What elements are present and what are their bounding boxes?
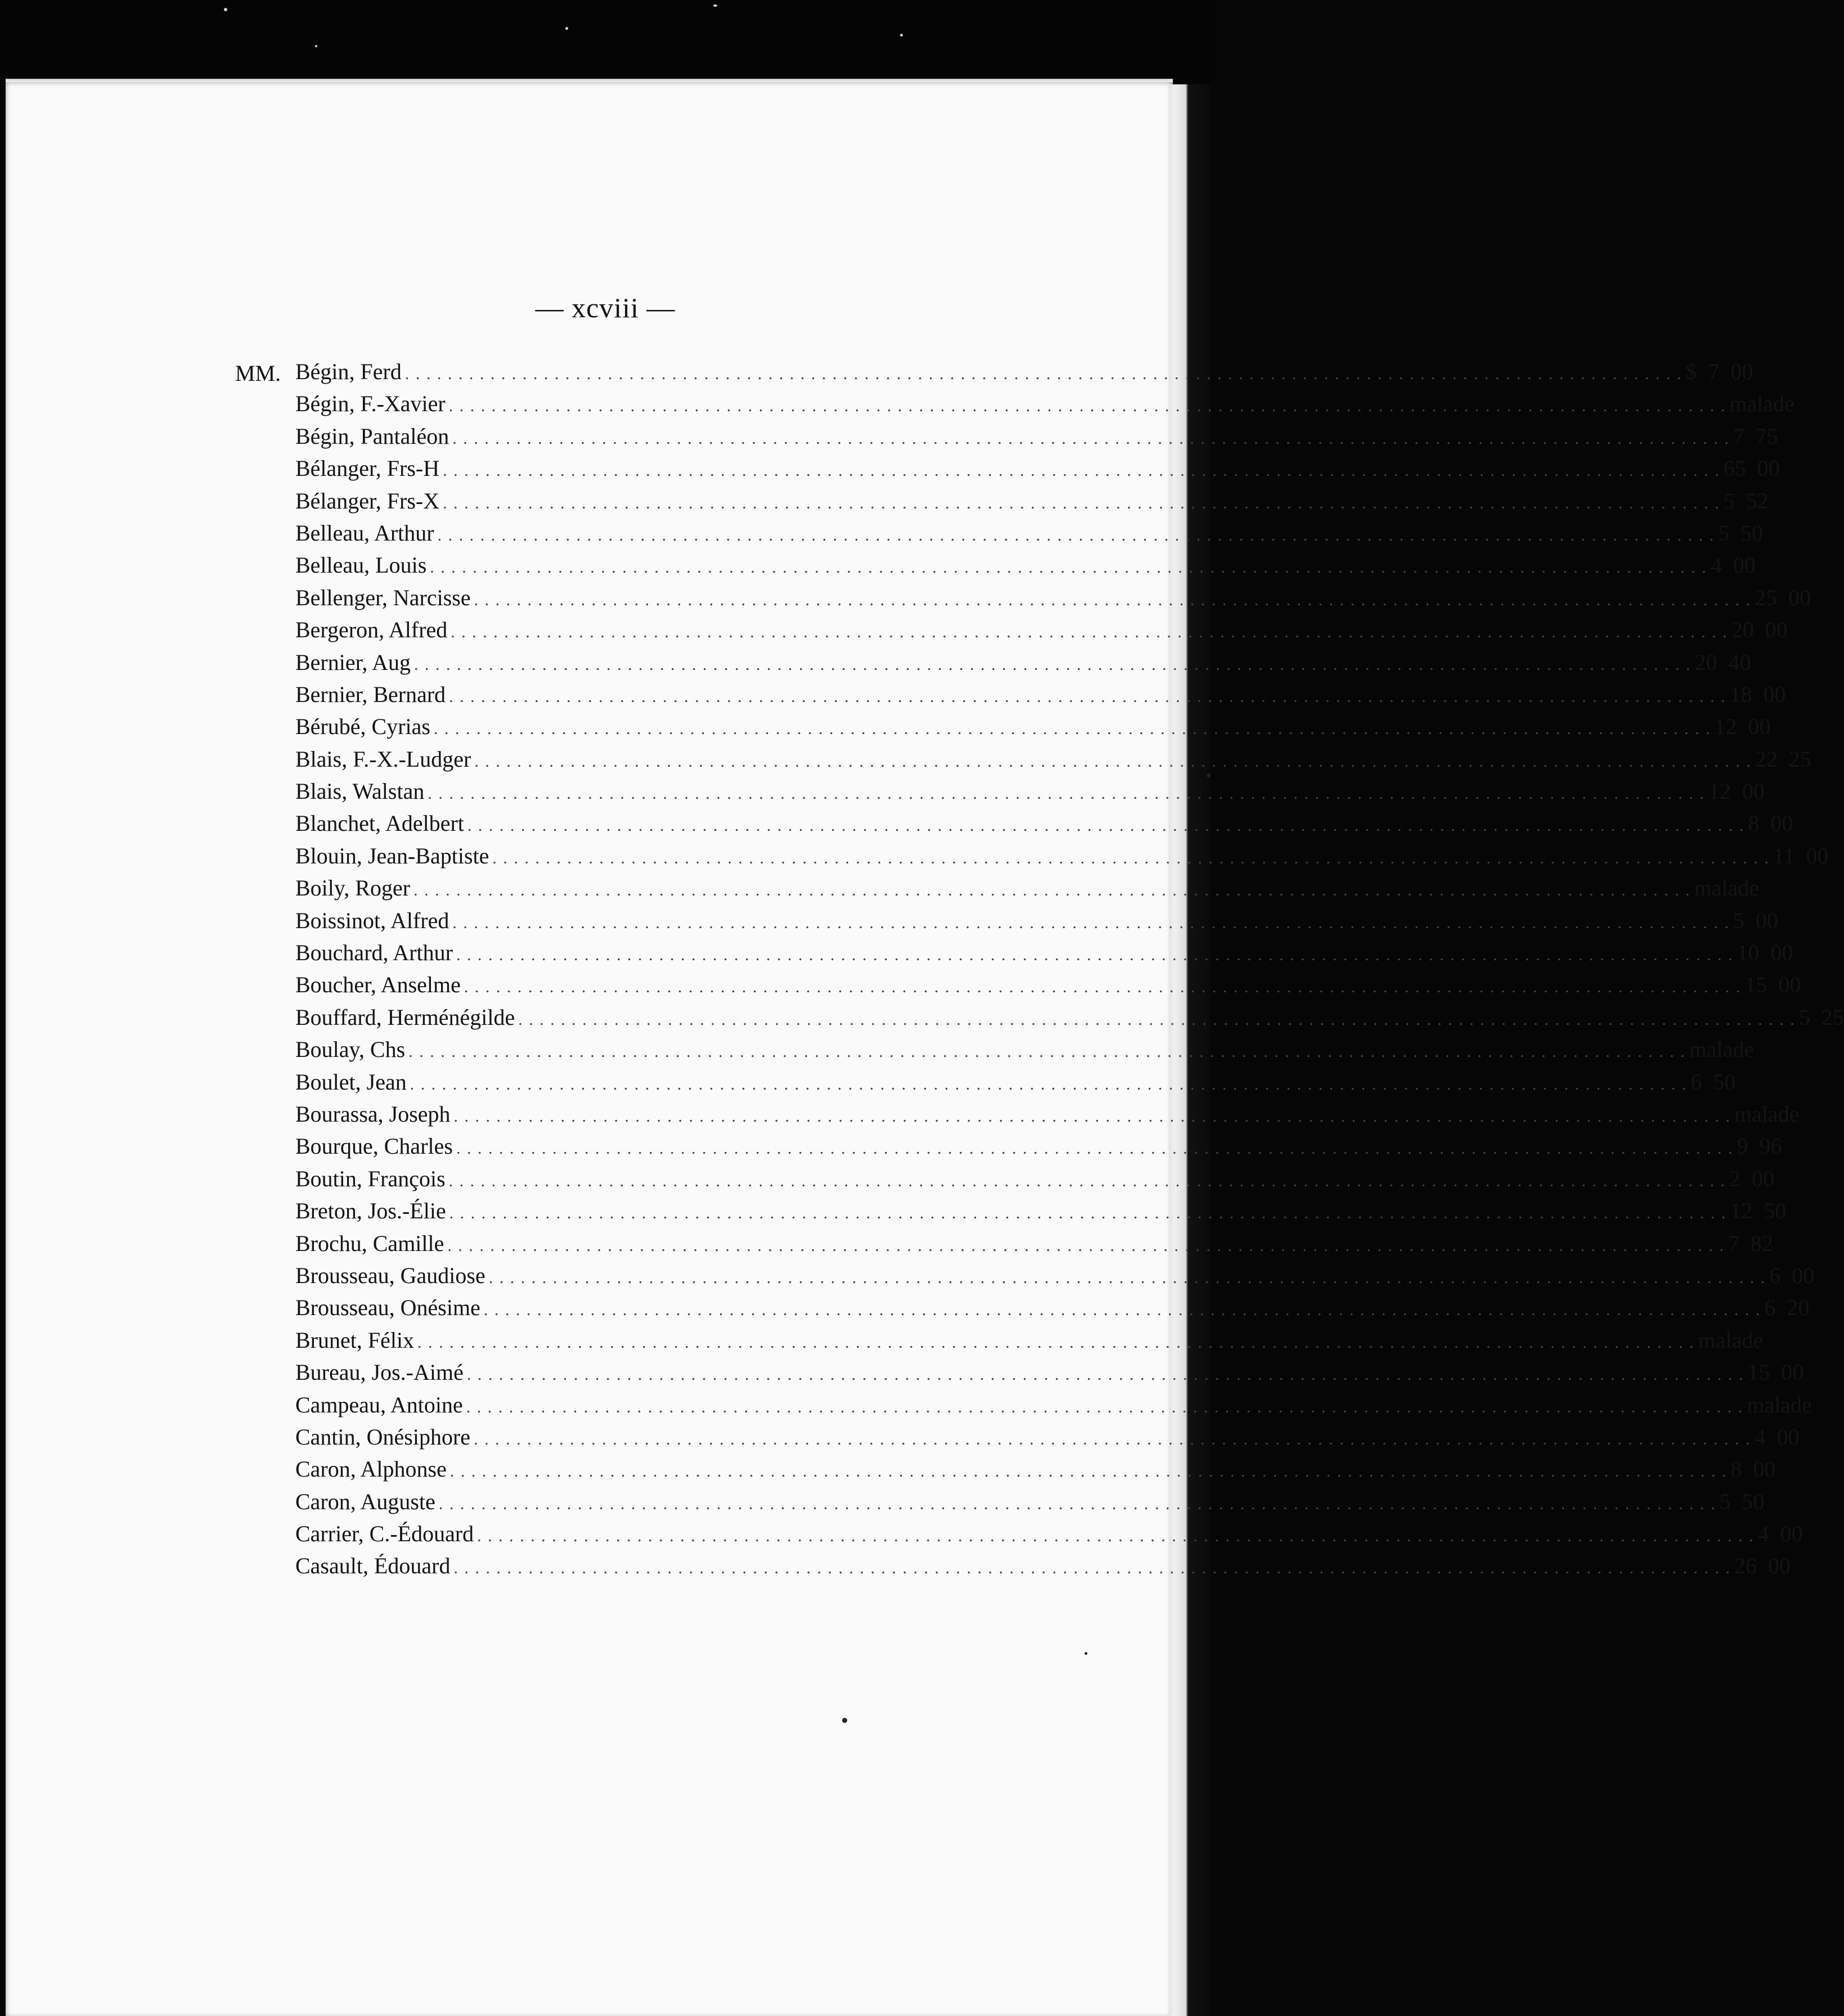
entry-amount: 6 50 <box>1690 1069 1736 1095</box>
entry-name: Bérubé, Cyrias <box>295 714 430 740</box>
entry-amount: 4 00 <box>1757 1521 1803 1547</box>
dot-leader: . . . . . . . . . . . . . . . . . . . . . . . . . . . . . . . . . . . . . . . . . . . . . . . . . . . . . . . . . . . . . . . . . . . . . . . . . . . . . . . . . . . . . . . . . . . . . . . . . . . . . . . . . . . . . . . . . . . . . . . . <box>417 1333 1695 1352</box>
page-top-edge <box>6 79 1173 82</box>
entry-amount: 20 00 <box>1731 617 1788 643</box>
dot-leader: . . . . . . . . . . . . . . . . . . . . . . . . . . . . . . . . . . . . . . . . . . . . . . . . . . . . . . . . . . . . . . . . . . . . . . . . . . . . . . . . . . . . . . . . . . . . . . . . . . . . . . . . . . . . . . . . . . . . . . . . <box>453 1106 1731 1126</box>
entry-name: Blais, F.-X.-Ludger <box>295 746 471 772</box>
list-row <box>295 1356 1804 1388</box>
dot-leader: . . . . . . . . . . . . . . . . . . . . . . . . . . . . . . . . . . . . . . . . . . . . . . . . . . . . . . . . . . . . . . . . . . . . . . . . . . . . . . . . . . . . . . . . . . . . . . . . . . . . . . . . . . . . . . . . . . . . . . . . <box>451 623 1728 642</box>
entry-amount: 2 00 <box>1729 1166 1775 1191</box>
dot-leader: . . . . . . . . . . . . . . . . . . . . . . . . . . . . . . . . . . . . . . . . . . . . . . . . . . . . . . . . . . . . . . . . . . . . . . . . . . . . . . . . . . . . . . . . . . . . . . . . . . . . . . . . . . . . . . . . . . . . . . . . <box>448 397 1726 416</box>
entry-amount: 9 96 <box>1737 1133 1782 1159</box>
entry-amount: 5 52 <box>1723 488 1769 514</box>
list-row <box>295 1421 1800 1453</box>
page-speck <box>1207 773 1211 777</box>
entry-amount: 5 50 <box>1719 1488 1765 1514</box>
scan-speck <box>224 8 227 11</box>
entry-name: Bernier, Bernard <box>295 681 446 707</box>
list-row <box>295 614 1788 646</box>
dot-leader: . . . . . . . . . . . . . . . . . . . . . . . . . . . . . . . . . . . . . . . . . . . . . . . . . . . . . . . . . . . . . . . . . . . . . . . . . . . . . . . . . . . . . . . . . . . . . . . . . . . . . . . . . . . . . . . . . . . . . . . . <box>474 1429 1751 1448</box>
list-row <box>295 356 1753 388</box>
list-row <box>295 743 1811 775</box>
list-row <box>295 1195 1787 1227</box>
entry-name: Bouffard, Herménégilde <box>295 1004 515 1030</box>
dot-leader: . . . . . . . . . . . . . . . . . . . . . . . . . . . . . . . . . . . . . . . . . . . . . . . . . . . . . . . . . . . . . . . . . . . . . . . . . . . . . . . . . . . . . . . . . . . . . . . . . . . . . . . . . . . . . . . . . . . . . . . . <box>466 1397 1744 1416</box>
entry-name: Bourassa, Joseph <box>295 1101 451 1127</box>
entry-name: Belleau, Louis <box>295 552 427 578</box>
entry-name: Bourque, Charles <box>295 1133 453 1159</box>
list-row <box>295 969 1801 1001</box>
list-row <box>295 582 1811 614</box>
dot-leader: . . . . . . . . . . . . . . . . . . . . . . . . . . . . . . . . . . . . . . . . . . . . . . . . . . . . . . . . . . . . . . . . . . . . . . . . . . . . . . . . . . . . . . . . . . . . . . . . . . . . . . . . . . . . . . . . . . . . . . . . <box>428 784 1705 803</box>
list-row <box>295 420 1778 452</box>
entry-name: Blouin, Jean-Baptiste <box>295 843 489 868</box>
list-row <box>295 1518 1803 1550</box>
entry-name: Blais, Walstan <box>295 778 425 804</box>
entry-name: Bellenger, Narcisse <box>295 584 471 610</box>
dot-leader: . . . . . . . . . . . . . . . . . . . . . . . . . . . . . . . . . . . . . . . . . . . . . . . . . . . . . . . . . . . . . . . . . . . . . . . . . . . . . . . . . . . . . . . . . . . . . . . . . . . . . . . . . . . . . . . . . . . . . . . . <box>477 1527 1755 1546</box>
entry-amount: 8 00 <box>1730 1456 1776 1482</box>
subscription-list <box>295 356 1844 1582</box>
dot-leader: . . . . . . . . . . . . . . . . . . . . . . . . . . . . . . . . . . . . . . . . . . . . . . . . . . . . . . . . . . . . . . . . . . . . . . . . . . . . . . . . . . . . . . . . . . . . . . . . . . . . . . . . . . . . . . . . . . . . . . . . <box>474 590 1752 609</box>
entry-name: Bergeron, Alfred <box>295 617 448 643</box>
entry-name: Bégin, Ferd <box>295 359 402 384</box>
dot-leader: . . . . . . . . . . . . . . . . . . . . . . . . . . . . . . . . . . . . . . . . . . . . . . . . . . . . . . . . . . . . . . . . . . . . . . . . . . . . . . . . . . . . . . . . . . . . . . . . . . . . . . . . . . . . . . . . . . . . . . . . <box>437 525 1715 544</box>
dot-leader: . . . . . . . . . . . . . . . . . . . . . . . . . . . . . . . . . . . . . . . . . . . . . . . . . . . . . . . . . . . . . . . . . . . . . . . . . . . . . . . . . . . . . . . . . . . . . . . . . . . . . . . . . . . . . . . . . . . . . . . . <box>449 1462 1728 1481</box>
entry-amount: $ 7 00 <box>1685 359 1753 384</box>
entry-name: Boulet, Jean <box>295 1069 407 1095</box>
page-number: — xcviii — <box>535 292 676 323</box>
entry-name: Blanchet, Adelbert <box>295 811 464 836</box>
entry-amount: 7 75 <box>1733 423 1778 449</box>
page-speck <box>842 1718 847 1723</box>
scan-speck <box>713 4 717 7</box>
dot-leader: . . . . . . . . . . . . . . . . . . . . . . . . . . . . . . . . . . . . . . . . . . . . . . . . . . . . . . . . . . . . . . . . . . . . . . . . . . . . . . . . . . . . . . . . . . . . . . . . . . . . . . . . . . . . . . . . . . . . . . . . <box>410 1074 1688 1094</box>
list-row <box>295 452 1780 484</box>
entry-amount: malade <box>1694 875 1760 901</box>
entry-name: Bélanger, Frs-H <box>295 456 440 482</box>
list-row <box>295 549 1756 581</box>
entry-amount: malade <box>1698 1327 1764 1353</box>
dot-leader: . . . . . . . . . . . . . . . . . . . . . . . . . . . . . . . . . . . . . . . . . . . . . . . . . . . . . . . . . . . . . . . . . . . . . . . . . . . . . . . . . . . . . . . . . . . . . . . . . . . . . . . . . . . . . . . . . . . . . . . . <box>453 1559 1731 1578</box>
dot-leader: . . . . . . . . . . . . . . . . . . . . . . . . . . . . . . . . . . . . . . . . . . . . . . . . . . . . . . . . . . . . . . . . . . . . . . . . . . . . . . . . . . . . . . . . . . . . . . . . . . . . . . . . . . . . . . . . . . . . . . . . <box>447 1236 1725 1255</box>
entry-amount: malade <box>1734 1101 1800 1127</box>
dot-leader: . . . . . . . . . . . . . . . . . . . . . . . . . . . . . . . . . . . . . . . . . . . . . . . . . . . . . . . . . . . . . . . . . . . . . . . . . . . . . . . . . . . . . . . . . . . . . . . . . . . . . . . . . . . . . . . . . . . . . . . . <box>443 493 1720 512</box>
entry-name: Bernier, Aug <box>295 649 411 675</box>
entry-name: Boutin, François <box>295 1166 446 1191</box>
dot-leader: . . . . . . . . . . . . . . . . . . . . . . . . . . . . . . . . . . . . . . . . . . . . . . . . . . . . . . . . . . . . . . . . . . . . . . . . . . . . . . . . . . . . . . . . . . . . . . . . . . . . . . . . . . . . . . . . . . . . . . . . <box>452 429 1730 448</box>
list-row <box>295 872 1760 904</box>
list-row <box>295 1066 1736 1098</box>
dot-leader: . . . . . . . . . . . . . . . . . . . . . . . . . . . . . . . . . . . . . . . . . . . . . . . . . . . . . . . . . . . . . . . . . . . . . . . . . . . . . . . . . . . . . . . . . . . . . . . . . . . . . . . . . . . . . . . . . . . . . . . . <box>456 1139 1734 1158</box>
entry-amount: 5 25 <box>1798 1004 1844 1030</box>
entry-name: Brousseau, Gaudiose <box>295 1262 485 1288</box>
scan-speck <box>565 27 568 30</box>
dot-leader: . . . . . . . . . . . . . . . . . . . . . . . . . . . . . . . . . . . . . . . . . . . . . . . . . . . . . . . . . . . . . . . . . . . . . . . . . . . . . . . . . . . . . . . . . . . . . . . . . . . . . . . . . . . . . . . . . . . . . . . . <box>483 1300 1761 1320</box>
entry-name: Boulay, Chs <box>295 1037 406 1063</box>
entry-name: Caron, Alphonse <box>295 1456 447 1482</box>
entry-amount: 22 25 <box>1755 746 1811 772</box>
entry-amount: 7 82 <box>1728 1230 1773 1256</box>
entry-name: Brousseau, Onésime <box>295 1295 480 1321</box>
entry-amount: malade <box>1729 391 1794 417</box>
entry-name: Boucher, Anselme <box>295 972 461 998</box>
list-row <box>295 1389 1812 1421</box>
entry-name: Brunet, Félix <box>295 1327 415 1353</box>
list-row <box>295 1550 1791 1582</box>
list-row <box>295 678 1786 710</box>
entry-name: Caron, Auguste <box>295 1488 435 1514</box>
dot-leader: . . . . . . . . . . . . . . . . . . . . . . . . . . . . . . . . . . . . . . . . . . . . . . . . . . . . . . . . . . . . . . . . . . . . . . . . . . . . . . . . . . . . . . . . . . . . . . . . . . . . . . . . . . . . . . . . . . . . . . . . <box>404 364 1683 383</box>
dot-leader: . . . . . . . . . . . . . . . . . . . . . . . . . . . . . . . . . . . . . . . . . . . . . . . . . . . . . . . . . . . . . . . . . . . . . . . . . . . . . . . . . . . . . . . . . . . . . . . . . . . . . . . . . . . . . . . . . . . . . . . . <box>438 1494 1716 1513</box>
entry-name: Bouchard, Arthur <box>295 940 453 966</box>
entry-amount: 10 00 <box>1737 940 1793 966</box>
dot-leader: . . . . . . . . . . . . . . . . . . . . . . . . . . . . . . . . . . . . . . . . . . . . . . . . . . . . . . . . . . . . . . . . . . . . . . . . . . . . . . . . . . . . . . . . . . . . . . . . . . . . . . . . . . . . . . . . . . . . . . . . <box>448 1171 1726 1190</box>
entry-amount: 4 00 <box>1710 552 1756 578</box>
dot-leader: . . . . . . . . . . . . . . . . . . . . . . . . . . . . . . . . . . . . . . . . . . . . . . . . . . . . . . . . . . . . . . . . . . . . . . . . . . . . . . . . . . . . . . . . . . . . . . . . . . . . . . . . . . . . . . . . . . . . . . . . <box>474 752 1752 771</box>
dot-leader: . . . . . . . . . . . . . . . . . . . . . . . . . . . . . . . . . . . . . . . . . . . . . . . . . . . . . . . . . . . . . . . . . . . . . . . . . . . . . . . . . . . . . . . . . . . . . . . . . . . . . . . . . . . . . . . . . . . . . . . . <box>466 1365 1744 1384</box>
list-row <box>295 1130 1782 1162</box>
entry-amount: 15 00 <box>1744 972 1801 998</box>
entry-amount: 18 00 <box>1729 681 1786 707</box>
list-row <box>295 1098 1800 1130</box>
dot-leader: . . . . . . . . . . . . . . . . . . . . . . . . . . . . . . . . . . . . . . . . . . . . . . . . . . . . . . . . . . . . . . . . . . . . . . . . . . . . . . . . . . . . . . . . . . . . . . . . . . . . . . . . . . . . . . . . . . . . . . . . <box>433 719 1711 739</box>
entry-name: Belleau, Arthur <box>295 520 434 546</box>
entry-amount: 65 00 <box>1723 456 1780 482</box>
list-prefix: MM. <box>235 361 281 386</box>
list-row <box>295 1001 1844 1033</box>
entry-name: Bélanger, Frs-X <box>295 488 440 514</box>
dot-leader: . . . . . . . . . . . . . . . . . . . . . . . . . . . . . . . . . . . . . . . . . . . . . . . . . . . . . . . . . . . . . . . . . . . . . . . . . . . . . . . . . . . . . . . . . . . . . . . . . . . . . . . . . . . . . . . . . . . . . . . . <box>464 978 1742 997</box>
entry-amount: 25 00 <box>1755 584 1811 610</box>
dot-leader: . . . . . . . . . . . . . . . . . . . . . . . . . . . . . . . . . . . . . . . . . . . . . . . . . . . . . . . . . . . . . . . . . . . . . . . . . . . . . . . . . . . . . . . . . . . . . . . . . . . . . . . . . . . . . . . . . . . . . . . . <box>414 655 1692 674</box>
entry-amount: 6 00 <box>1769 1262 1815 1288</box>
list-row <box>295 1163 1775 1195</box>
entry-amount: 20 40 <box>1694 649 1751 675</box>
dot-leader: . . . . . . . . . . . . . . . . . . . . . . . . . . . . . . . . . . . . . . . . . . . . . . . . . . . . . . . . . . . . . . . . . . . . . . . . . . . . . . . . . . . . . . . . . . . . . . . . . . . . . . . . . . . . . . . . . . . . . . . . <box>456 946 1734 965</box>
list-row <box>295 1486 1765 1518</box>
entry-name: Breton, Jos.-Élie <box>295 1198 446 1224</box>
entry-amount: malade <box>1689 1037 1755 1063</box>
dot-leader: . . . . . . . . . . . . . . . . . . . . . . . . . . . . . . . . . . . . . . . . . . . . . . . . . . . . . . . . . . . . . . . . . . . . . . . . . . . . . . . . . . . . . . . . . . . . . . . . . . . . . . . . . . . . . . . . . . . . . . . . <box>408 1042 1686 1061</box>
dot-leader: . . . . . . . . . . . . . . . . . . . . . . . . . . . . . . . . . . . . . . . . . . . . . . . . . . . . . . . . . . . . . . . . . . . . . . . . . . . . . . . . . . . . . . . . . . . . . . . . . . . . . . . . . . . . . . . . . . . . . . . . <box>449 687 1726 706</box>
entry-amount: 15 00 <box>1747 1360 1804 1385</box>
list-row <box>295 646 1751 678</box>
list-row <box>295 485 1769 517</box>
list-row <box>295 775 1765 807</box>
list-row <box>295 1324 1764 1356</box>
entry-amount: malade <box>1747 1392 1812 1418</box>
dot-leader: . . . . . . . . . . . . . . . . . . . . . . . . . . . . . . . . . . . . . . . . . . . . . . . . . . . . . . . . . . . . . . . . . . . . . . . . . . . . . . . . . . . . . . . . . . . . . . . . . . . . . . . . . . . . . . . . . . . . . . . . <box>452 913 1730 932</box>
list-row <box>295 840 1829 872</box>
entry-amount: 26 00 <box>1734 1553 1791 1579</box>
list-row <box>295 1227 1773 1259</box>
dot-leader: . . . . . . . . . . . . . . . . . . . . . . . . . . . . . . . . . . . . . . . . . . . . . . . . . . . . . . . . . . . . . . . . . . . . . . . . . . . . . . . . . . . . . . . . . . . . . . . . . . . . . . . . . . . . . . . . . . . . . . . . <box>443 461 1720 480</box>
entry-name: Casault, Édouard <box>295 1553 451 1579</box>
entry-amount: 12 00 <box>1708 778 1765 804</box>
list-row <box>295 1259 1815 1292</box>
dot-leader: . . . . . . . . . . . . . . . . . . . . . . . . . . . . . . . . . . . . . . . . . . . . . . . . . . . . . . . . . . . . . . . . . . . . . . . . . . . . . . . . . . . . . . . . . . . . . . . . . . . . . . . . . . . . . . . . . . . . . . . . <box>467 816 1745 835</box>
entry-name: Carrier, C.-Édouard <box>295 1521 474 1547</box>
list-row <box>295 904 1778 937</box>
entry-amount: 12 50 <box>1730 1198 1787 1224</box>
entry-amount: 12 00 <box>1714 714 1771 740</box>
list-row <box>295 807 1793 839</box>
entry-name: Boissinot, Alfred <box>295 907 449 933</box>
dot-leader: . . . . . . . . . . . . . . . . . . . . . . . . . . . . . . . . . . . . . . . . . . . . . . . . . . . . . . . . . . . . . . . . . . . . . . . . . . . . . . . . . . . . . . . . . . . . . . . . . . . . . . . . . . . . . . . . . . . . . . . . <box>488 1268 1766 1287</box>
scan-speck <box>900 34 903 37</box>
scan-speck <box>315 45 317 47</box>
dot-leader: . . . . . . . . . . . . . . . . . . . . . . . . . . . . . . . . . . . . . . . . . . . . . . . . . . . . . . . . . . . . . . . . . . . . . . . . . . . . . . . . . . . . . . . . . . . . . . . . . . . . . . . . . . . . . . . . . . . . . . . . <box>518 1010 1796 1029</box>
page-speck <box>1085 1652 1087 1655</box>
list-row <box>295 710 1771 742</box>
entry-name: Brochu, Camille <box>295 1230 444 1256</box>
list-row <box>295 1453 1776 1485</box>
list-row <box>295 517 1764 549</box>
entry-amount: 5 00 <box>1733 907 1778 933</box>
entry-name: Campeau, Antoine <box>295 1392 463 1418</box>
entry-amount: 8 00 <box>1748 811 1793 836</box>
entry-name: Cantin, Onésiphore <box>295 1424 471 1450</box>
entry-amount: 5 50 <box>1718 520 1764 546</box>
dot-leader: . . . . . . . . . . . . . . . . . . . . . . . . . . . . . . . . . . . . . . . . . . . . . . . . . . . . . . . . . . . . . . . . . . . . . . . . . . . . . . . . . . . . . . . . . . . . . . . . . . . . . . . . . . . . . . . . . . . . . . . . <box>413 881 1691 900</box>
list-row <box>295 937 1793 969</box>
entry-amount: 4 00 <box>1754 1424 1800 1450</box>
entry-name: Bégin, F.-Xavier <box>295 391 446 417</box>
dot-leader: . . . . . . . . . . . . . . . . . . . . . . . . . . . . . . . . . . . . . . . . . . . . . . . . . . . . . . . . . . . . . . . . . . . . . . . . . . . . . . . . . . . . . . . . . . . . . . . . . . . . . . . . . . . . . . . . . . . . . . . . <box>449 1204 1727 1223</box>
entry-name: Bégin, Pantaléon <box>295 423 449 449</box>
list-row <box>295 388 1794 420</box>
dot-leader: . . . . . . . . . . . . . . . . . . . . . . . . . . . . . . . . . . . . . . . . . . . . . . . . . . . . . . . . . . . . . . . . . . . . . . . . . . . . . . . . . . . . . . . . . . . . . . . . . . . . . . . . . . . . . . . . . . . . . . . . <box>492 848 1770 867</box>
dot-leader: . . . . . . . . . . . . . . . . . . . . . . . . . . . . . . . . . . . . . . . . . . . . . . . . . . . . . . . . . . . . . . . . . . . . . . . . . . . . . . . . . . . . . . . . . . . . . . . . . . . . . . . . . . . . . . . . . . . . . . . . <box>430 558 1707 577</box>
entry-name: Bureau, Jos.-Aimé <box>295 1360 464 1385</box>
entry-amount: 6 20 <box>1764 1295 1810 1321</box>
list-row <box>295 1033 1755 1065</box>
entry-name: Boily, Roger <box>295 875 411 901</box>
entry-amount: 11 00 <box>1773 843 1829 868</box>
list-row <box>295 1292 1810 1324</box>
